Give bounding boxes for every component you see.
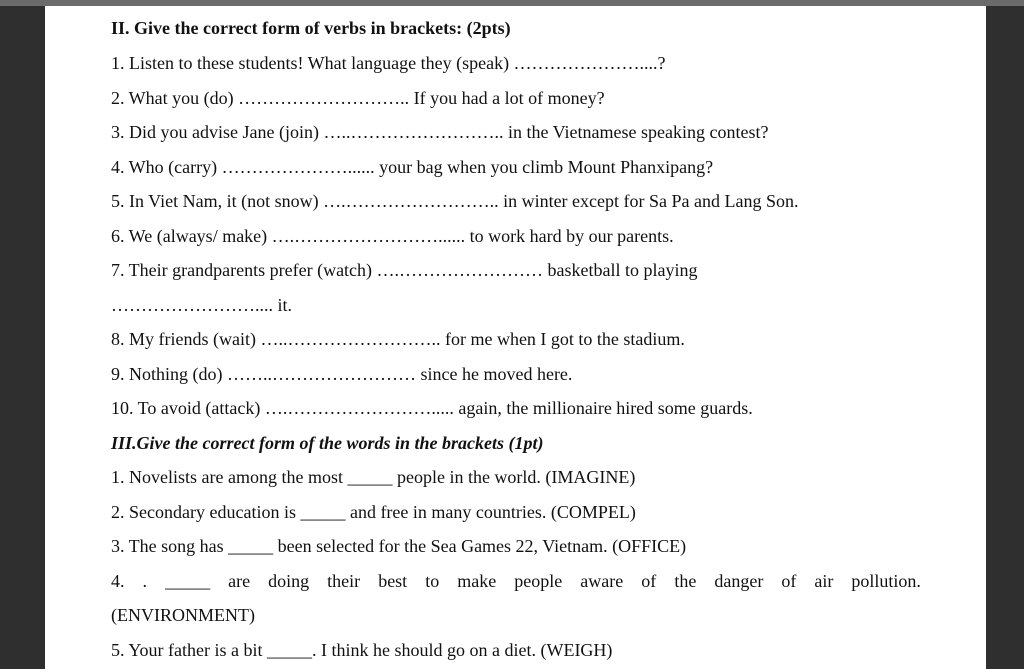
item-4-word: to	[425, 571, 440, 591]
item-4-word: the	[674, 571, 697, 591]
exercise-item: 1. Listen to these students! What language they (speak) …………………....?	[111, 53, 666, 73]
item-4-word: of	[781, 571, 797, 591]
item-4-word: 4.	[111, 571, 125, 591]
item-4-word: _____	[165, 571, 211, 591]
item-4-word: people	[514, 571, 563, 591]
item-4-word: their	[327, 571, 361, 591]
exercise-item-continuation: …………………….... it.	[111, 295, 293, 315]
word-form-item: 5. Your father is a bit _____. I think he should go on a diet. (WEIGH)	[111, 640, 613, 660]
word-form-item: 2. Secondary education is _____ and free in many countries. (COMPEL)	[111, 502, 636, 522]
exercise-item: 7. Their grandparents prefer (watch) ….…………………… basketball to playing	[111, 260, 698, 280]
item-4-word: doing	[268, 571, 310, 591]
word-form-item-4	[111, 570, 921, 592]
item-4-word: danger	[714, 571, 764, 591]
item-4-word: are	[228, 571, 251, 591]
word-form-item: 1. Novelists are among the most _____ people in the world. (IMAGINE)	[111, 467, 636, 487]
word-form-item-4-continuation: (ENVIRONMENT)	[111, 605, 255, 625]
exercise-item: 3. Did you advise Jane (join) …..…………………….. in the Vietnamese speaking contest?	[111, 122, 769, 142]
section-2-heading: II. Give the correct form of verbs in brackets: (2pts)	[111, 18, 511, 38]
item-4-word: .	[142, 571, 148, 591]
item-4-word: pollution.	[851, 571, 921, 591]
item-4-word: best	[378, 571, 408, 591]
exercise-item: 4. Who (carry) …………………...... your bag when you climb Mount Phanxipang?	[111, 157, 714, 177]
item-4-word: air	[814, 571, 834, 591]
exercise-item: 2. What you (do) ……………………….. If you had a lot of money?	[111, 88, 605, 108]
word-form-item: 3. The song has _____ been selected for the Sea Games 22, Vietnam. (OFFICE)	[111, 536, 687, 556]
item-4-word: aware	[580, 571, 624, 591]
item-4-word: make	[457, 571, 497, 591]
exercise-item: 5. In Viet Nam, it (not snow) ….…………………….. in winter except for Sa Pa and Lang Son.	[111, 191, 799, 211]
exercise-item: 8. My friends (wait) …..…………………….. for me when I got to the stadium.	[111, 329, 685, 349]
exercise-item: 9. Nothing (do) ……..…………………… since he moved here.	[111, 364, 573, 384]
worksheet-page	[45, 6, 986, 669]
exercise-item: 6. We (always/ make) ….……………………...... to work hard by our parents.	[111, 226, 674, 246]
section-3-heading: III.Give the correct form of the words in the brackets (1pt)	[111, 433, 544, 453]
item-4-word: of	[641, 571, 657, 591]
exercise-item: 10. To avoid (attack) ….……………………..... again, the millionaire hired some guards.	[111, 398, 753, 418]
